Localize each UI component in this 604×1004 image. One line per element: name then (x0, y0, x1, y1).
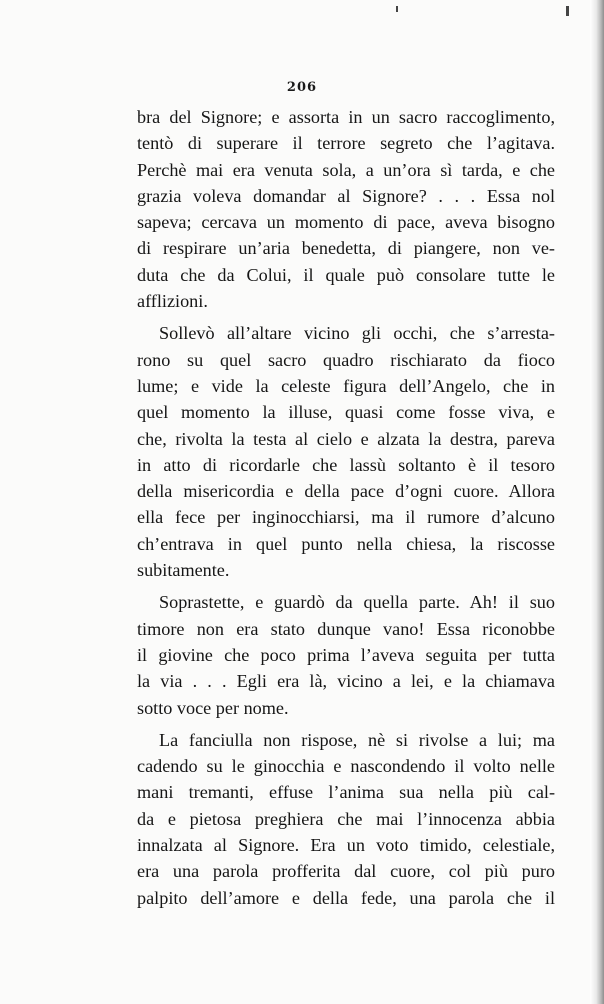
text-line: timore non era stato dunque vano! Essa riconobbe (137, 618, 555, 639)
text-line: La fanciulla non rispose, nè si rivolse a lui; ma (159, 729, 555, 750)
paragraph-3 (137, 589, 555, 720)
text-line: Soprastette, e guardò da quella parte. Ah! il suo (159, 592, 555, 613)
paragraph-2 (137, 320, 555, 583)
text-line: era una parola profferita dal cuore, col più puro (137, 861, 555, 882)
text-line: duta che da Colui, il quale può consolare tutte le (137, 264, 555, 285)
body-text (137, 104, 555, 911)
text-line: ch’entrava in quel punto nella chiesa, la riscosse (137, 533, 555, 554)
text-line: il giovine che poco prima l’aveva seguita per tutta (137, 644, 555, 665)
text-line: Sollevò all’altare vicino gli occhi, che s’arresta- (159, 323, 555, 344)
text-line: palpito dell’amore e della fede, una parola che il (137, 887, 555, 908)
text-line: innalzata al Signore. Era un voto timido, celestiale, (137, 835, 555, 856)
paragraph-1 (137, 104, 555, 314)
text-line: cadendo su le ginocchia e nascondendo il volto nelle (137, 756, 555, 777)
text-line: subitamente. (137, 560, 230, 581)
text-line: afflizioni. (137, 291, 208, 312)
text-line: da e pietosa preghiera che mai l’innocenza abbia (137, 808, 555, 829)
text-line: di respirare un’aria benedetta, di piangere, non ve- (137, 238, 555, 259)
text-line: quel momento la illuse, quasi come fosse viva, e (137, 402, 555, 423)
page-number: 206 (286, 80, 318, 95)
text-line: mani tremanti, effuse l’anima sua nella più cal- (137, 782, 555, 803)
text-line: che, rivolta la testa al cielo e alzata la destra, pareva (137, 428, 555, 449)
text-line: grazia voleva domandar al Signore? . . . Essa nol (137, 185, 555, 206)
paragraph-4 (137, 727, 555, 911)
text-line: della misericordia e della pace d’ogni cuore. Allora (137, 481, 555, 502)
text-line: lume; e vide la celeste figura dell’Angelo, che in (137, 375, 555, 396)
page-edge-shadow (590, 0, 604, 1004)
text-line: la via . . . Egli era là, vicino a lei, e la chiamava (137, 671, 555, 692)
text-line: ella fece per inginocchiarsi, ma il rumore d’alcuno (137, 507, 555, 528)
text-line: tentò di superare il terrore segreto che l’agitava. (137, 133, 555, 154)
text-line: Perchè mai era venuta sola, a un’ora sì tarda, e che (137, 159, 555, 180)
scan-mark (566, 6, 569, 16)
text-line: sotto voce per nome. (137, 697, 289, 718)
text-line: sapeva; cercava un momento di pace, aveva bisogno (137, 212, 555, 233)
text-line: bra del Signore; e assorta in un sacro raccoglimento, (137, 107, 555, 127)
text-line: rono su quel sacro quadro rischiarato da fioco (137, 349, 555, 370)
scan-mark (396, 6, 398, 12)
text-line: in atto di ricordarle che lassù soltanto è il tesoro (137, 454, 555, 475)
